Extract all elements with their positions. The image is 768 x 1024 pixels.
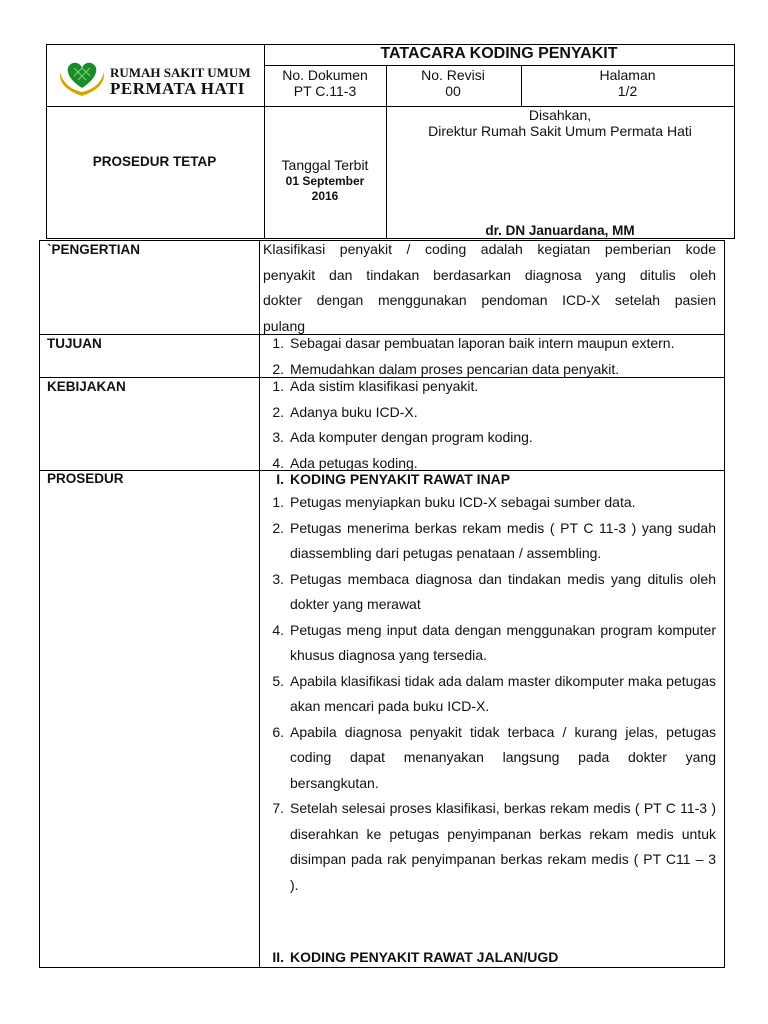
pengertian-line: Klasifikasi penyakit / coding adalah kegiatan pemberian kode: [263, 241, 716, 257]
list-item: 7. Setelah selesai proses klasifikasi, berkas rekam medis ( PT C 11-3 ) diserahkan ke petugas penyimpanan berkas rekam medis untuk disimpan pada rak penyimpanan berkas rekam medis ( PT C11 – 3 ).: [272, 800, 716, 893]
hospital-name-line2: PERMATA HATI: [110, 79, 245, 98]
list-item: 5. Apabila klasifikasi tidak ada dalam master dikomputer maka petugas akan mencari pada buku ICD-X.: [272, 672, 716, 714]
issue-date-line1: 01 September: [285, 174, 365, 188]
list-item: 3. Ada komputer dengan program koding.: [272, 429, 533, 445]
page-value: 1/2: [617, 83, 638, 99]
prosedur-section-1-heading: I. KODING PENYAKIT RAWAT INAP: [276, 471, 511, 487]
pengertian-line: pulang: [263, 317, 306, 334]
label-kebijakan: KEBIJAKAN: [47, 379, 126, 394]
issue-date-line2: 2016: [311, 189, 339, 203]
revision-cell: [386, 67, 520, 99]
approval-title: Direktur Rumah Sakit Umum Permata Hati: [428, 123, 692, 139]
page-label: Halaman: [599, 67, 656, 83]
revision-label: No. Revisi: [421, 67, 485, 83]
label-tujuan: TUJUAN: [47, 336, 102, 351]
issue-date-cell: [264, 157, 386, 203]
document-title: TATACARA KODING PENYAKIT: [380, 45, 618, 62]
issue-date-label: Tanggal Terbit: [281, 157, 369, 173]
prosedur-list: [263, 490, 716, 898]
hospital-name-line1: RUMAH SAKIT UMUM: [110, 65, 251, 80]
list-item: 3. Petugas membaca diagnosa dan tindakan medis yang ditulis oleh dokter yang merawat: [272, 570, 716, 612]
page-cell: [521, 67, 734, 99]
doc-number-value: PT C.11-3: [293, 83, 357, 99]
approval-label: Disahkan,: [528, 107, 592, 123]
list-item: 2. Adanya buku ICD-X.: [272, 403, 418, 420]
approval-name: dr. DN Januardana, MM: [485, 223, 635, 238]
kebijakan-list: [263, 374, 716, 476]
approval-cell: [386, 107, 734, 139]
label-prosedur: PROSEDUR: [47, 471, 124, 486]
pengertian-line: penyakit dan tindakan berdasarkan diagnosa yang ditulis oleh: [263, 266, 716, 283]
hospital-name: [110, 66, 260, 97]
list-item: 4. Ada petugas koding.: [272, 454, 418, 471]
heart-emblem-icon: [56, 58, 108, 98]
list-item: 1. Petugas menyiapkan buku ICD-X sebagai sumber data.: [272, 494, 636, 510]
revision-value: 00: [445, 83, 461, 99]
list-item: 4. Petugas meng input data dengan menggunakan program komputer khusus diagnosa yang tersedia.: [272, 621, 716, 663]
pengertian-text: [263, 237, 716, 339]
list-item: 2. Petugas menerima berkas rekam medis ( PT C 11-3 ) yang sudah diassembling dari petugas penataan / assembling.: [272, 519, 716, 561]
list-item: 2. Memudahkan dalam proses pencarian data penyakit.: [272, 360, 620, 377]
doc-number-label: No. Dokumen: [282, 67, 368, 83]
doc-number-cell: [264, 67, 386, 99]
pengertian-line: dokter dengan menggunakan pendoman ICD-X setelah pasien: [263, 292, 716, 308]
hospital-logo: [56, 58, 108, 98]
list-item: 1. Ada sistim klasifikasi penyakit.: [272, 378, 479, 394]
list-item: 6. Apabila diagnosa penyakit tidak terbaca / kurang jelas, petugas coding dapat menanyakan langsung pada dokter yang bersangkutan.: [272, 723, 716, 791]
procedure-type: PROSEDUR TETAP: [92, 154, 217, 169]
list-item: 1. Sebagai dasar pembuatan laporan baik intern maupun extern.: [272, 335, 675, 351]
label-pengertian: `PENGERTIAN: [47, 242, 141, 257]
prosedur-section-2-heading: II. KODING PENYAKIT RAWAT JALAN/UGD: [272, 949, 559, 965]
